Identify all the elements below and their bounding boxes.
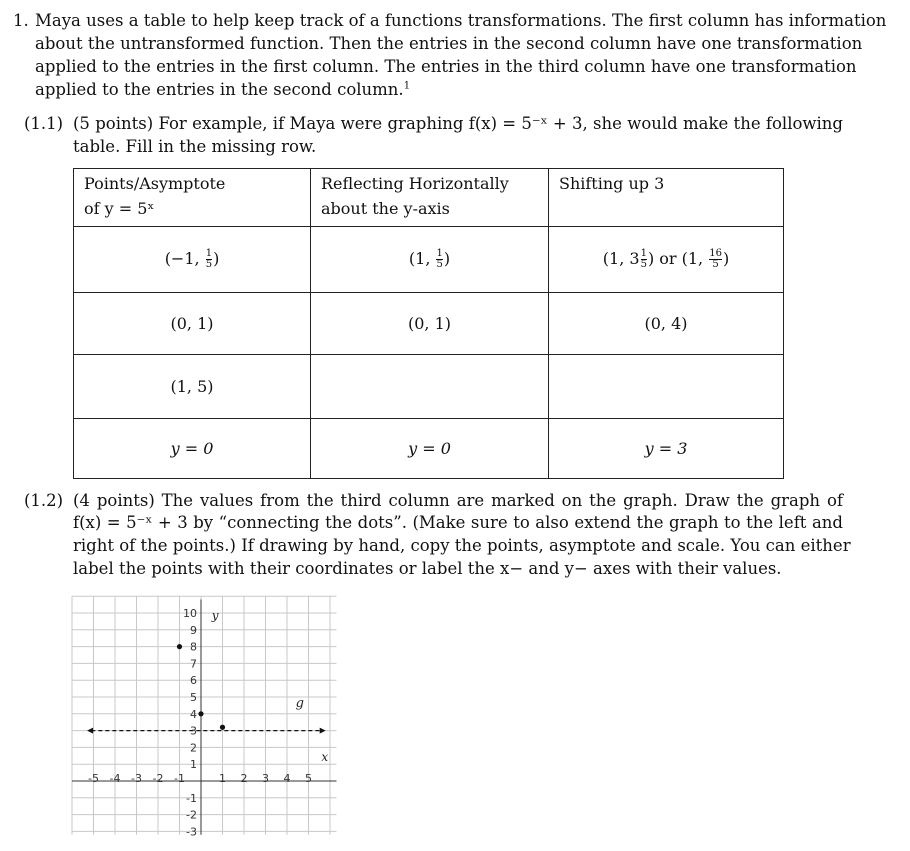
cell-r1-c2-post: ) [443, 249, 451, 268]
x-tick-label: 4 [283, 772, 291, 785]
y-tick-label: 1 [190, 758, 197, 772]
intro-line-4-text: applied to the entries in the second column. [35, 80, 404, 99]
intro-line-3: applied to the entries in the first column. The entries in the third column have one transformation [35, 57, 857, 76]
cell-r1-c3-post: ) [722, 249, 730, 268]
frac-den: 5 [712, 259, 719, 270]
y-tick-label: 2 [190, 741, 197, 755]
y-tick-label: 6 [190, 674, 197, 688]
part2-line-2: f(x) = 5⁻ˣ + 3 by “connecting the dots”. (Make sure to also extend the graph to the left and [73, 513, 843, 532]
asymptote-arrow-left [87, 728, 93, 734]
part1-line-2: table. Fill in the missing row. [73, 137, 317, 156]
x-tick-label: -5 [88, 772, 99, 785]
x-tick-label: 1 [219, 772, 226, 785]
header-col-2-line-2: about the y-axis [321, 199, 450, 218]
intro-line-2: about the untransformed function. Then the entries in the second column have one transformation [35, 34, 863, 53]
cell-r4-c1: y = 0 [74, 419, 311, 479]
frac-num: 16 [709, 248, 722, 259]
frac-num: 1 [640, 248, 647, 259]
data-point [220, 725, 225, 730]
data-point [177, 644, 182, 649]
cell-r1-c2-pre: (1, [408, 249, 436, 268]
data-point [198, 711, 203, 716]
frac-num: 1 [436, 248, 443, 259]
y-tick-label: 8 [190, 640, 197, 654]
cell-r2-c2: (0, 1) [311, 293, 549, 355]
x-tick-label: -3 [131, 772, 142, 785]
x-tick-label: -2 [152, 772, 164, 785]
intro-line-1: Maya uses a table to help keep track of a functions transformations. The first column has information [35, 11, 887, 30]
function-label: g [295, 696, 304, 712]
cell-r3-c1: (1, 5) [74, 355, 311, 419]
part1-line-1: (5 points) For example, if Maya were graphing f(x) = 5⁻ˣ + 3, she would make the following [73, 114, 843, 133]
cell-r2-c3: (0, 4) [549, 293, 784, 355]
cell-r1-c3-mid: ) or (1, [647, 249, 709, 268]
y-tick-label: 9 [190, 623, 197, 637]
cell-r4-c2: y = 0 [311, 419, 549, 479]
y-axis-label: y [211, 608, 219, 623]
y-tick-label: -1 [186, 791, 197, 805]
part1-label: (1.1) [24, 114, 64, 133]
cell-r4-c3: y = 3 [549, 419, 784, 479]
x-axis-label: x [321, 749, 329, 764]
x-tick-label: -1 [174, 772, 185, 785]
y-tick-label: 10 [183, 607, 197, 620]
asymptote-arrow-right [320, 728, 326, 734]
cell-r1-c3-pre: (1, 3 [602, 249, 640, 268]
x-tick-label: 5 [305, 772, 312, 785]
x-tick-label: -4 [109, 772, 121, 785]
y-tick-label: 5 [190, 691, 197, 704]
frac-den: 5 [640, 259, 647, 270]
part2-line-1: (4 points) The values from the third column are marked on the graph. Draw the graph of [73, 491, 843, 510]
problem-number: 1. [13, 11, 29, 30]
frac-den: 5 [436, 259, 443, 270]
x-tick-label: 2 [240, 772, 248, 785]
header-col-2-line-1: Reflecting Horizontally [321, 174, 509, 193]
y-tick-label: 3 [190, 724, 197, 738]
part2-label: (1.2) [24, 491, 64, 510]
part2-line-4: label the points with their coordinates or label the x− and y− axes with their values. [73, 559, 782, 578]
y-tick-label: -3 [186, 825, 197, 839]
footnote-mark: 1 [403, 80, 411, 92]
part2-line-3: right of the points.) If drawing by hand, copy the points, asymptote and scale. You can either [73, 536, 851, 555]
header-col-1-line-1: Points/Asymptote [84, 174, 226, 193]
header-col-1-line-2: of y = 5ˣ [84, 199, 155, 218]
y-tick-label: 7 [190, 657, 197, 671]
x-tick-label: 3 [262, 772, 269, 785]
cell-r1-c1-pre: (−1, [164, 249, 205, 268]
cell-r2-c1: (0, 1) [74, 293, 311, 355]
frac-den: 5 [205, 259, 213, 270]
cell-r1-c1-post: ) [213, 249, 220, 268]
y-tick-label: -2 [186, 808, 197, 822]
frac-num: 1 [205, 248, 213, 259]
y-tick-label: 4 [190, 707, 197, 721]
header-col-3-line-1: Shifting up 3 [559, 174, 665, 193]
